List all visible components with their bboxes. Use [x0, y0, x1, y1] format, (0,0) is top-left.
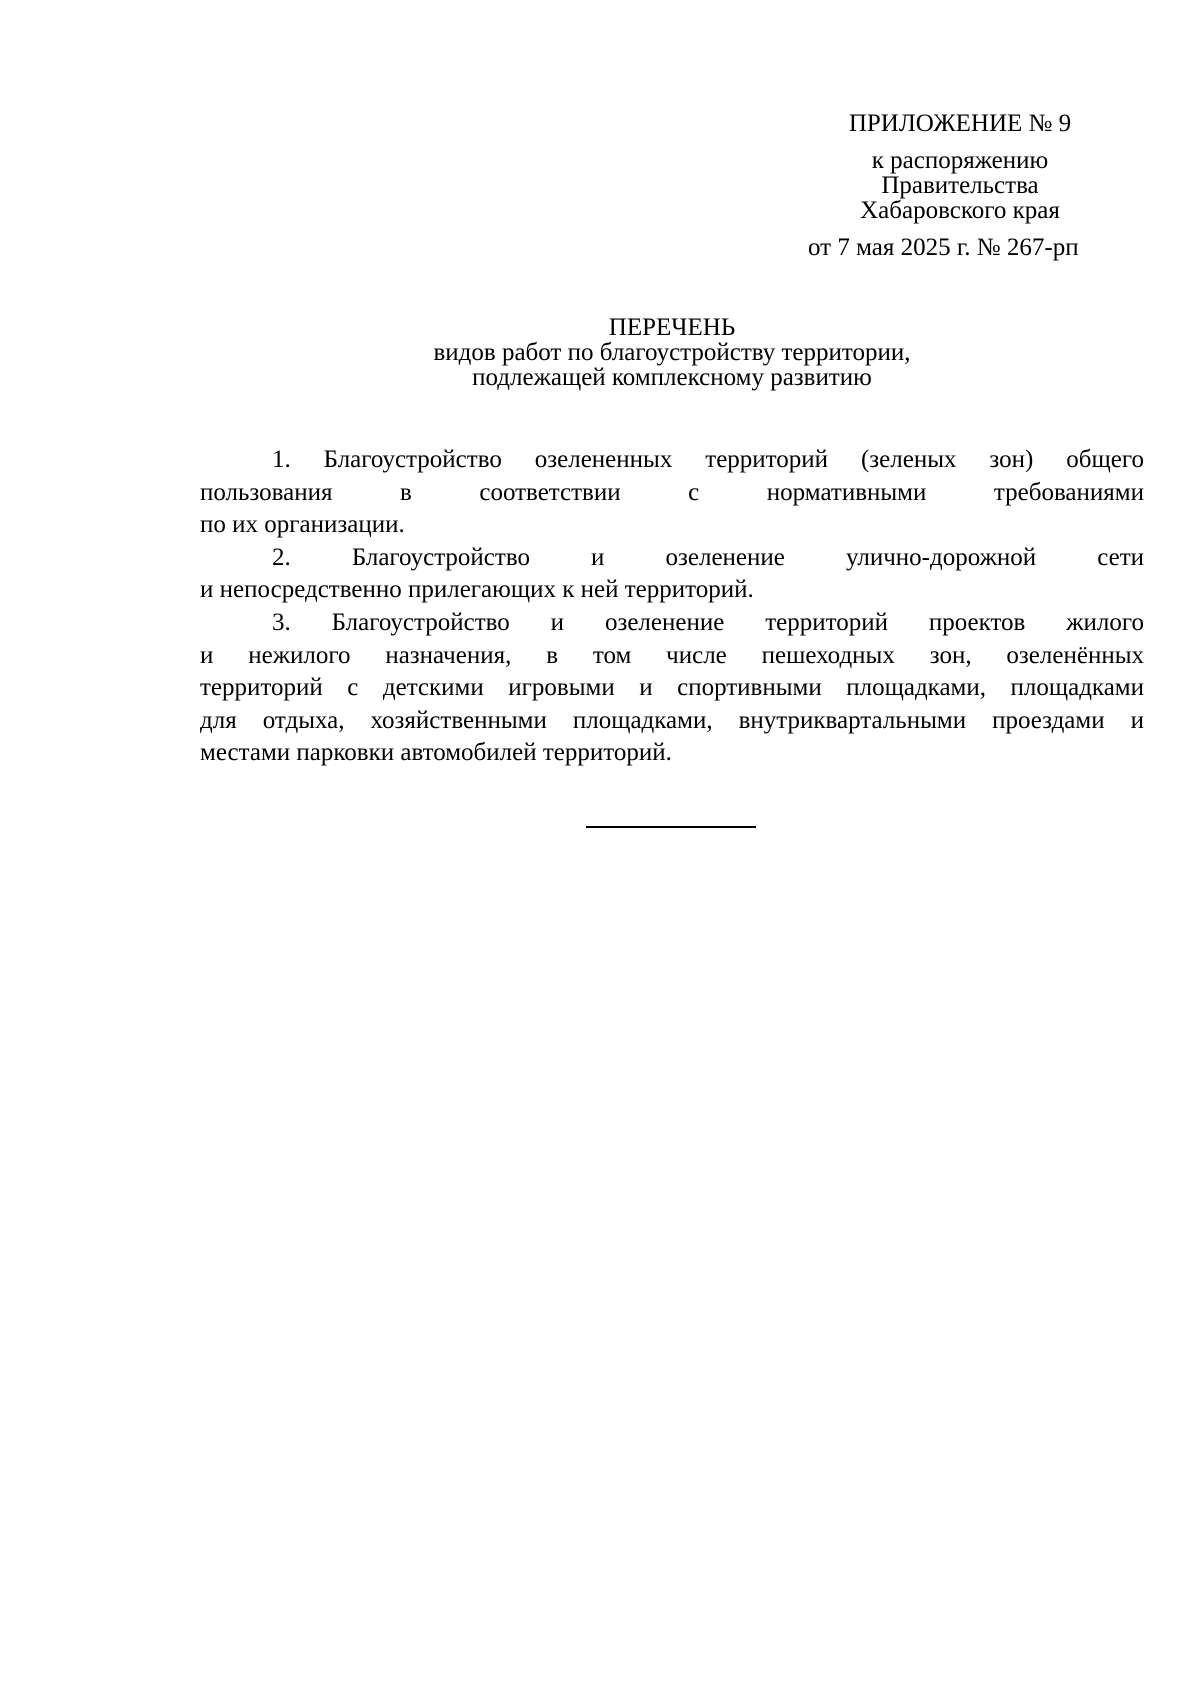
text-line: территорий с детскими игровыми и спортивными площадками, площадками — [200, 674, 1144, 702]
text-line: 3. Благоустройство и озеленение территорий проектов жилого — [272, 608, 1144, 636]
heading-line: видов работ по благоустройству территории, — [433, 339, 911, 366]
appendix-reference — [820, 148, 1100, 223]
appendix-line: к распоряжению — [871, 147, 1049, 174]
appendix-title: ПРИЛОЖЕНИЕ № 9 — [848, 110, 1072, 137]
heading-title: ПЕРЕЧЕНЬ — [608, 314, 736, 341]
text-line: 2. Благоустройство и озеленение улично-дорожной сети — [272, 543, 1144, 571]
text-line: для отдыха, хозяйственными площадками, внутриквартальными проездами и — [200, 706, 1144, 734]
appendix-line: Правительства — [881, 172, 1039, 199]
text-line: 1. Благоустройство озелененных территорий (зеленых зон) общего — [272, 446, 1144, 473]
works-list — [200, 444, 1144, 770]
appendix-line: Хабаровского края — [860, 197, 1060, 224]
appendix-date: от 7 мая 2025 г. № 267-рп — [808, 234, 1079, 261]
list-item — [200, 607, 1144, 770]
text-line: местами парковки автомобилей территорий. — [200, 739, 672, 767]
list-item — [200, 542, 1144, 607]
text-line: пользования в соответствии с нормативными требованиями — [200, 478, 1144, 506]
text-line: по их организации. — [200, 511, 405, 539]
document-heading — [200, 315, 1144, 390]
list-item — [200, 444, 1144, 542]
text-line: и непосредственно прилегающих к ней территорий. — [200, 576, 754, 604]
end-separator-line — [586, 826, 756, 828]
heading-line: подлежащей комплексному развитию — [472, 364, 872, 391]
text-line: и нежилого назначения, в том числе пешеходных зон, озеленённых — [200, 641, 1144, 669]
